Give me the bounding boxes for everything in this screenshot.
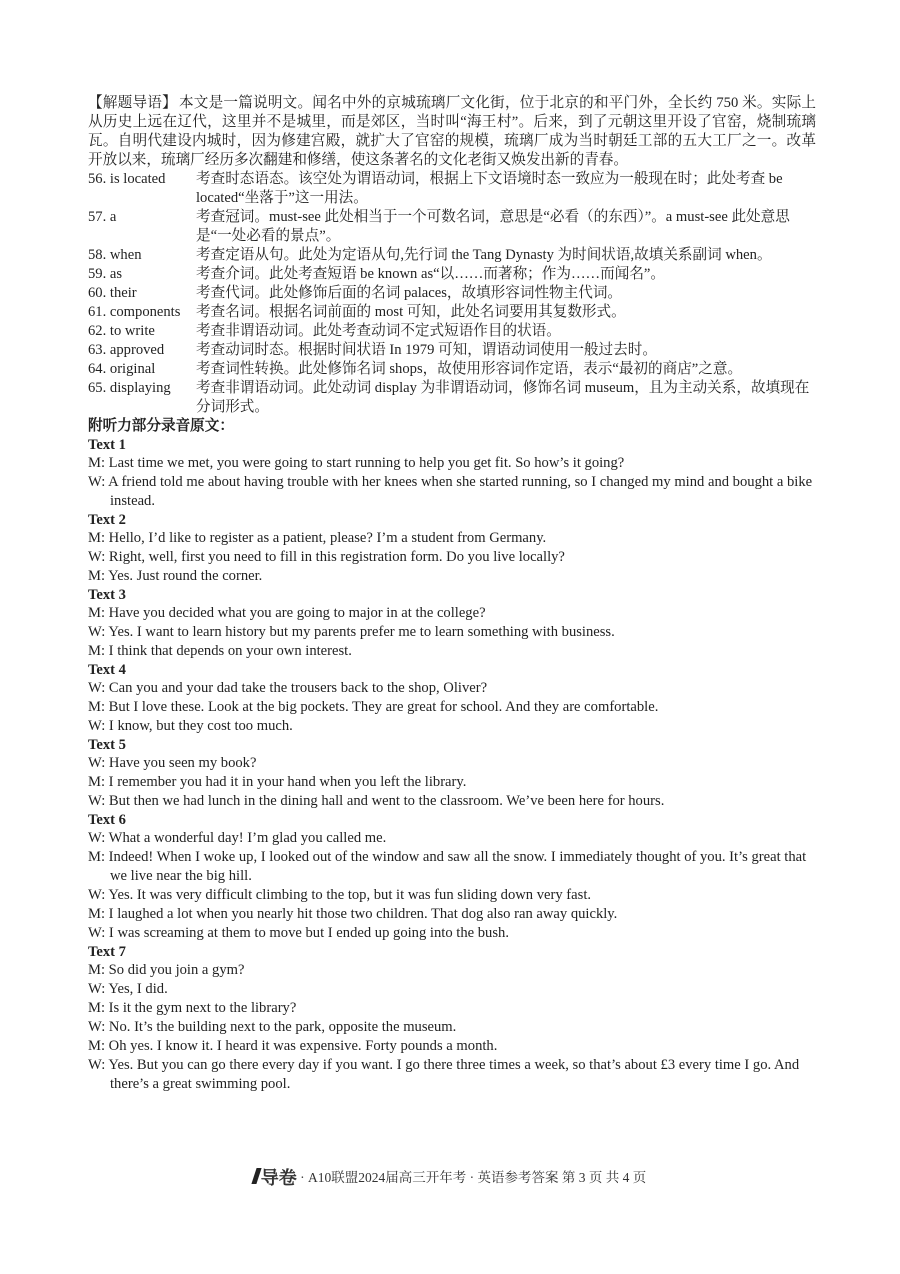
dialogue-line: M: I remember you had it in your hand when you left the library. [88, 774, 467, 790]
page-content [88, 94, 816, 1094]
answer-explanation: 考查非谓语动词。此处动词 display 为非谓语动词，修饰名词 museum，且为主动关系，故填现在分词形式。 [196, 380, 810, 415]
dialogue-line: M: Oh yes. I know it. I heard it was expensive. Forty pounds a month. [88, 1038, 498, 1054]
answer-item [88, 341, 816, 360]
dialogue-line: M: Yes. Just round the corner. [88, 568, 263, 584]
dialogue-line: W: Can you and your dad take the trousers back to the shop, Oliver? [88, 680, 488, 696]
answer-item [88, 379, 816, 417]
dialogue-line: M: Indeed! When I woke up, I looked out of the window and saw all the snow. I immediately thought of you. It’s great that we live near the big hill. [88, 849, 807, 884]
transcript-title: Text 7 [88, 944, 126, 960]
answer-item [88, 170, 816, 208]
transcript-title: Text 3 [88, 587, 126, 603]
dialogue-line: W: Yes. It was very difficult climbing to the top, but it was fun sliding down very fast. [88, 887, 592, 903]
dialogue-line: W: No. It’s the building next to the park, opposite the museum. [88, 1019, 457, 1035]
answer-item [88, 303, 816, 322]
answer-explanation: 考查时态语态。该空处为谓语动词，根据上下文语境时态一致应为一般现在时；此处考查 be located“坐落于”这一用法。 [196, 171, 783, 206]
dialogue-line: M: I laughed a lot when you nearly hit those two children. That dog also ran away quickly. [88, 906, 618, 922]
dialogue-line: W: I was screaming at them to move but I ended up going into the bush. [88, 925, 509, 941]
dialogue-line: M: Hello, I’d like to register as a patient, please? I’m a student from Germany. [88, 530, 547, 546]
dialogue-line: W: What a wonderful day! I’m glad you called me. [88, 830, 387, 846]
transcript-text-4 [88, 661, 816, 736]
answer-label: 63. approved [88, 342, 165, 358]
answer-item [88, 265, 816, 284]
transcript-text-7 [88, 943, 816, 1094]
answer-explanation: 考查非谓语动词。此处考查动词不定式短语作目的状语。 [196, 323, 561, 339]
listening-heading: 附听力部分录音原文： [88, 418, 234, 434]
dialogue-line: W: I know, but they cost too much. [88, 718, 293, 734]
answer-label: 60. their [88, 285, 137, 301]
answer-explanation: 考查介词。此处考查短语 be known as“以……而著称；作为……而闻名”。 [196, 266, 665, 282]
transcript-title: Text 4 [88, 662, 126, 678]
dialogue-line: M: Is it the gym next to the library? [88, 1000, 297, 1016]
dialogue-line: M: But I love these. Look at the big pockets. They are great for school. And they are comfortable. [88, 699, 659, 715]
answer-explanation: 考查定语从句。此处为定语从句,先行词 the Tang Dynasty 为时间状语,故填关系副词 when。 [196, 247, 772, 263]
answer-label: 64. original [88, 361, 156, 377]
dialogue-line: M: I think that depends on your own interest. [88, 643, 352, 659]
dialogue-line: W: Yes. But you can go there every day if you want. I go there three times a week, so that’s about £3 every time I go. And there’s a great swimming pool. [88, 1057, 800, 1092]
transcript-title: Text 2 [88, 512, 126, 528]
transcript-text-6 [88, 811, 816, 943]
dialogue-line: W: Right, well, first you need to fill in this registration form. Do you live locally? [88, 549, 565, 565]
answer-label: 56. is located [88, 171, 166, 187]
intro-text: 本文是一篇说明文。闻名中外的京城琉璃厂文化街，位于北京的和平门外，全长约 750 米。实际上从历史上远在辽代，这里并不是城里，而是郊区，当时叫“海王村”。后来，到了元朝这里开设了官窑，烧制琉璃瓦。自明代建设内城时，因为修建宫殿，就扩大了官窑的规模，琉璃厂成为当时朝廷工部的五大工厂之一。改革开放以来，琉璃厂经历多次翻建和修缮，使这条著名的文化老街又焕发出新的青春。 [88, 95, 816, 168]
transcript-title: Text 5 [88, 737, 126, 753]
answer-explanation: 考查名词。根据名词前面的 most 可知，此处名词要用其复数形式。 [196, 304, 626, 320]
transcript-text-2 [88, 511, 816, 586]
answer-explanation: 考查词性转换。此处修饰名词 shops，故使用形容词作定语，表示“最初的商店”之意。 [196, 361, 743, 377]
answer-list [88, 170, 816, 417]
dialogue-line: W: Yes, I did. [88, 981, 168, 997]
answer-item [88, 208, 816, 246]
answer-label: 65. displaying [88, 380, 171, 396]
dialogue-line: M: Have you decided what you are going to major in at the college? [88, 605, 486, 621]
transcript-title: Text 6 [88, 812, 126, 828]
answer-label: 58. when [88, 247, 142, 263]
transcript-text-3 [88, 586, 816, 661]
dialogue-line: M: Last time we met, you were going to start running to help you get fit. So how’s it going? [88, 455, 625, 471]
dialogue-line: W: Have you seen my book? [88, 755, 257, 771]
answer-label: 61. components [88, 304, 181, 320]
passage-intro [88, 94, 816, 170]
answer-item [88, 322, 816, 341]
transcript-title: Text 1 [88, 437, 126, 453]
answer-label: 62. to write [88, 323, 155, 339]
dialogue-line: W: Yes. I want to learn history but my parents prefer me to learn something with business. [88, 624, 615, 640]
answer-label: 57. a [88, 209, 117, 225]
dialogue-line: W: But then we had lunch in the dining hall and went to the classroom. We’ve been here for hours. [88, 793, 665, 809]
answer-item [88, 360, 816, 379]
brand-logo: 导卷 [260, 1168, 297, 1189]
answer-item [88, 284, 816, 303]
page-footer [0, 1164, 900, 1190]
transcript-text-1 [88, 436, 816, 511]
dialogue-line: M: So did you join a gym? [88, 962, 245, 978]
transcript-text-5 [88, 736, 816, 811]
answer-label: 59. as [88, 266, 123, 282]
dialogue-line: W: A friend told me about having trouble with her knees when she started running, so I changed my mind and bought a bike instead. [88, 474, 813, 509]
answer-explanation: 考查动词时态。根据时间状语 In 1979 可知，谓语动词使用一般过去时。 [196, 342, 657, 358]
intro-tag: 【解题导语】 [88, 95, 177, 111]
answer-explanation: 考查冠词。must-see 此处相当于一个可数名词，意思是“必看（的东西）”。a must-see 此处意思是“一处必看的景点”。 [196, 209, 790, 244]
answer-item [88, 246, 816, 265]
answer-explanation: 考查代词。此处修饰后面的名词 palaces，故填形容词性物主代词。 [196, 285, 623, 301]
footer-text: · A10联盟2024届高三开年考 · 英语参考答案 第 3 页 共 4 页 [300, 1170, 647, 1185]
